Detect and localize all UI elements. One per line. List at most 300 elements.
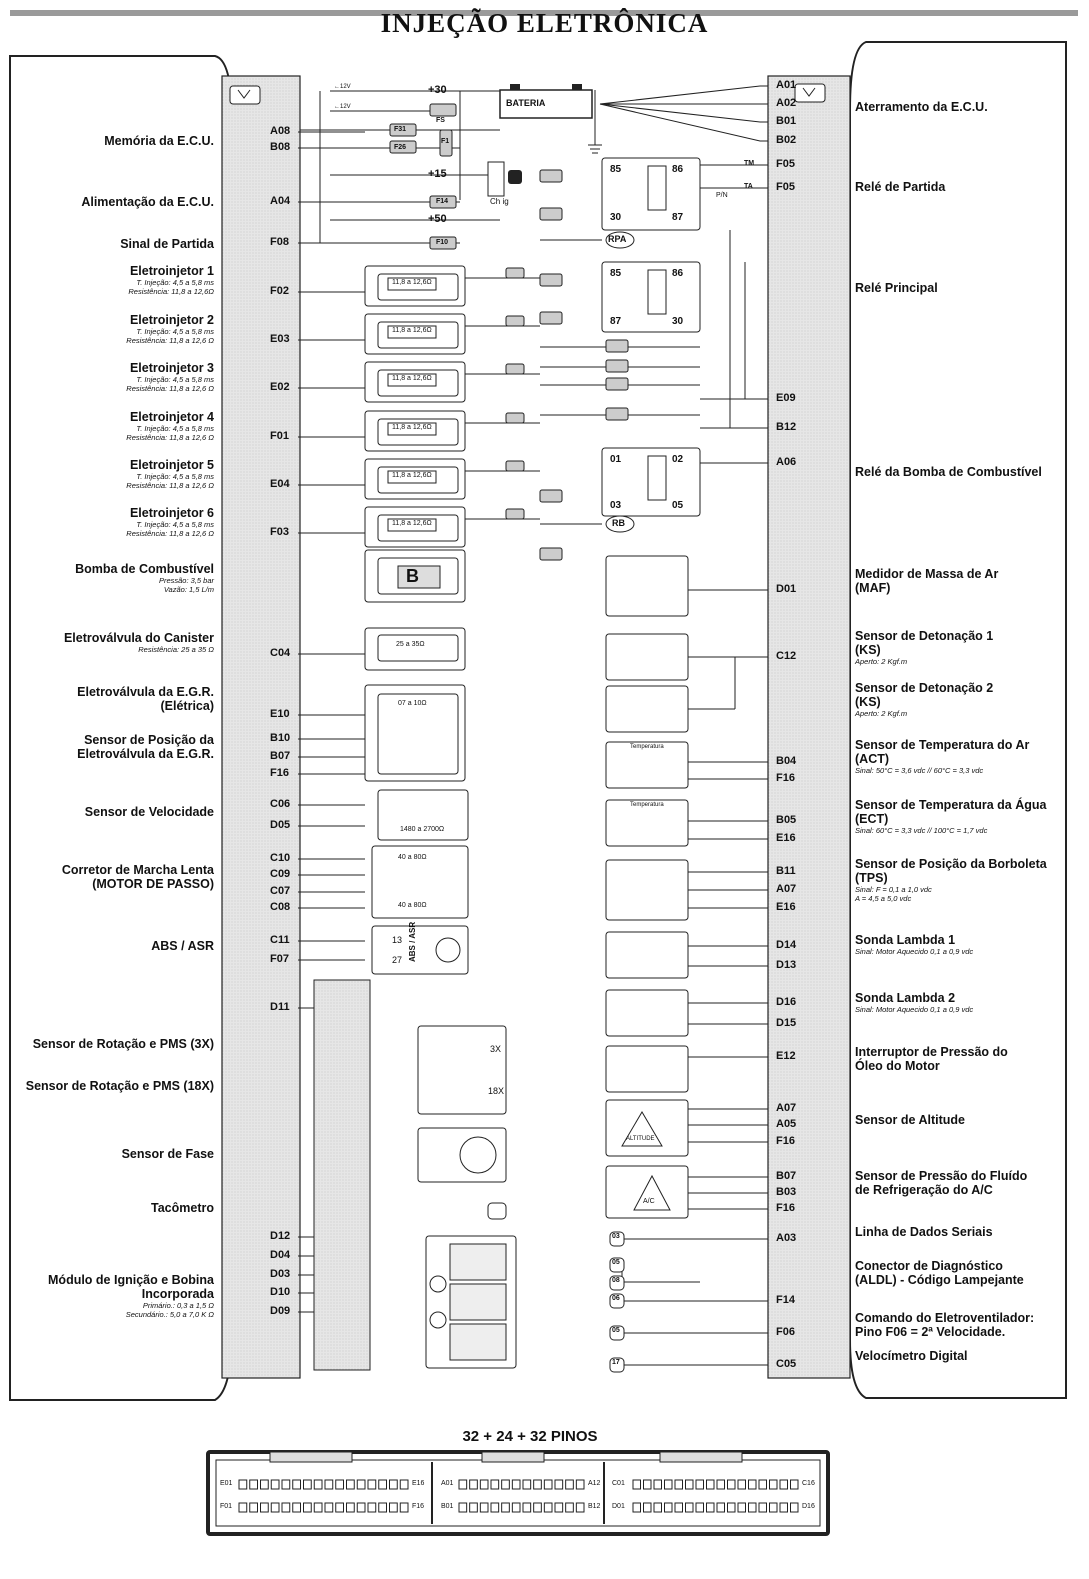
fuse-f10: F10 (436, 239, 449, 246)
left-pin-c06: C06 (270, 798, 291, 810)
connector-pin (282, 1503, 290, 1512)
relay-2-30: 30 (672, 316, 684, 327)
connector-pin (759, 1480, 767, 1489)
injector-value-3: 11,8 a 12,6Ω (392, 375, 432, 382)
connector-pin (368, 1480, 376, 1489)
connector-pin (770, 1503, 778, 1512)
connector-end-label: C16 (802, 1480, 815, 1487)
left-pin-e04: E04 (270, 478, 290, 490)
right-pin-b01: B01 (776, 115, 797, 127)
right-label-name2: (MAF) (855, 581, 891, 595)
pump-letter: B (406, 566, 419, 586)
connector-pin (470, 1503, 478, 1512)
right-label-sub: Sinal: Motor Aquecido 0,1 a 0,9 vdc (855, 1005, 974, 1014)
right-pin-e16: E16 (776, 832, 796, 844)
right-pin-e16: E16 (776, 901, 796, 913)
left-label-sub: T. Injeção: 4,5 a 5,8 ms (136, 472, 214, 481)
right-pin-d01: D01 (776, 583, 797, 595)
left-label-3 (8, 264, 214, 296)
connector-pin (304, 1503, 312, 1512)
left-pin-c07: C07 (270, 885, 291, 897)
connector-pin (686, 1480, 694, 1489)
left-pin-f07: F07 (270, 953, 289, 965)
connector-pin (644, 1503, 652, 1512)
relay-2-85: 85 (610, 268, 622, 279)
ac-label: A/C (643, 1198, 655, 1205)
act-temp-label: Temperatura (630, 744, 664, 750)
connector-pin (459, 1503, 467, 1512)
connector-pin (390, 1503, 398, 1512)
right-label-3 (855, 465, 1075, 479)
right-label-name2: (KS) (855, 643, 881, 657)
right-label-sub: Aperto: 2 Kgf.m (855, 709, 908, 718)
connector-pin (261, 1480, 269, 1489)
connector-pin (379, 1480, 387, 1489)
tps-sensor (606, 860, 688, 920)
connector-pin (791, 1480, 799, 1489)
injector-4 (365, 411, 540, 451)
right-label-sub: Sinal: F = 0,1 a 1,0 vdc (855, 885, 932, 894)
relay-1-30: 30 (610, 212, 622, 223)
ecu-left-connector-strip (222, 76, 300, 1378)
tach-terminal (488, 1203, 506, 1219)
ect-temp-label: Temperatura (630, 802, 664, 808)
connector-pin (544, 1480, 552, 1489)
left-label-name: Módulo de Ignição e Bobina (48, 1273, 214, 1287)
left-pin-c09: C09 (270, 868, 291, 880)
connector-pin (665, 1480, 673, 1489)
right-pin-d14: D14 (776, 939, 797, 951)
rb-label: RB (612, 518, 625, 528)
left-pin-b08: B08 (270, 141, 291, 153)
right-label-name: Sensor de Altitude (855, 1113, 965, 1127)
right-pin-d15: D15 (776, 1017, 797, 1029)
connector-pin (304, 1480, 312, 1489)
left-label-name: Eletroinjetor 4 (129, 410, 214, 424)
left-pin-b10: B10 (270, 732, 291, 744)
right-label-0 (855, 100, 1075, 114)
right-pin-b05: B05 (776, 814, 797, 826)
right-label-name: Medidor de Massa de Ar (855, 567, 999, 581)
rpa-label: RPA (608, 234, 627, 244)
connector-pin (675, 1480, 683, 1489)
right-pin-b02: B02 (776, 134, 797, 146)
right-pin-f16: F16 (776, 1202, 795, 1214)
knock-sensor-2 (606, 686, 688, 732)
left-label-12 (8, 733, 214, 761)
right-label-5 (855, 629, 1075, 666)
left-label-sub2: Resistência: 11,8 a 12,6 Ω (126, 384, 214, 393)
right-label-name: Relé de Partida (855, 180, 946, 194)
left-label-name: Sinal de Partida (120, 237, 214, 251)
left-label-15 (8, 939, 214, 953)
connector-pin (512, 1503, 520, 1512)
connector-end-label: F01 (220, 1503, 233, 1510)
left-label-name: Eletroinjetor 2 (129, 313, 214, 327)
right-pin-b11: B11 (776, 865, 796, 877)
canister-value: 25 a 35Ω (396, 641, 425, 648)
right-label-17 (855, 1311, 1075, 1339)
left-label-sub: T. Injeção: 4,5 a 5,8 ms (136, 375, 214, 384)
connector-pin (314, 1503, 322, 1512)
left-label-sub4: Secundário.: 5,0 a 7,0 K Ω (125, 1310, 214, 1319)
connector-pin (566, 1503, 574, 1512)
connector-pin (707, 1480, 715, 1489)
supply-15: +15 (428, 168, 447, 180)
connector-pin (749, 1480, 757, 1489)
left-label-name: Sensor de Rotação e PMS (18X) (25, 1079, 214, 1093)
connector-pin (654, 1480, 662, 1489)
connector-pin (250, 1503, 258, 1512)
relay-2-87: 87 (610, 316, 622, 327)
diag-pin-3: 06 (612, 1295, 620, 1302)
right-label-16 (855, 1259, 1075, 1287)
connector-pin (654, 1503, 662, 1512)
left-label-name2: (Elétrica) (160, 699, 214, 713)
right-label-1 (855, 180, 1075, 194)
left-pin-d09: D09 (270, 1305, 291, 1317)
left-pin-f01: F01 (270, 430, 289, 442)
left-pin-a04: A04 (270, 195, 291, 207)
left-label-4 (8, 313, 214, 345)
relay-3-01: 01 (610, 454, 622, 465)
v12-1: ←12V (334, 84, 351, 90)
connector-pin (512, 1480, 520, 1489)
connector-pin (728, 1503, 736, 1512)
x3-label: 3X (490, 1044, 502, 1054)
right-label-9 (855, 857, 1075, 903)
ecu-icon-right (795, 84, 825, 102)
left-pin-b07: B07 (270, 750, 291, 762)
connector-pin (738, 1480, 746, 1489)
left-label-11 (8, 685, 214, 713)
left-label-sub2: Resistência: 11,8 a 12,6 Ω (126, 336, 214, 345)
relay-2-86: 86 (672, 268, 684, 279)
right-label-2 (855, 281, 1075, 295)
connector-pin (576, 1503, 584, 1512)
connector-pin (271, 1480, 279, 1489)
right-label-sub2: A = 4,5 a 5,0 vdc (855, 894, 912, 903)
connector-pin (576, 1480, 584, 1489)
connector-pin (347, 1503, 355, 1512)
right-label-8 (855, 798, 1075, 835)
connector-end-label: F16 (412, 1503, 425, 1510)
left-label-sub: Pressão: 3,5 bar (158, 576, 214, 585)
abs-label: ABS / ASR (408, 921, 417, 962)
left-pin-d12: D12 (270, 1230, 291, 1242)
connector-pin (555, 1480, 563, 1489)
diag-pin-1: 05 (612, 1259, 620, 1266)
relay-1-87: 87 (672, 212, 684, 223)
left-label-sub2: Resistência: 11,8 a 12,6Ω (128, 287, 214, 296)
right-label-name: Relé da Bomba de Combustível (855, 465, 1042, 479)
right-label-12 (855, 1045, 1075, 1073)
right-label-sub: Sinal: 60°C = 3,3 vdc // 100°C = 1,7 vdc (855, 826, 988, 835)
diag-pins (610, 1232, 624, 1372)
left-pin-d05: D05 (270, 819, 291, 831)
ignition-switch (488, 162, 522, 196)
left-pin-f03: F03 (270, 526, 289, 538)
injector-value-2: 11,8 a 12,6Ω (392, 327, 432, 334)
connector-pin (239, 1480, 247, 1489)
connector-pin (759, 1503, 767, 1512)
connector-pin (357, 1480, 365, 1489)
connector-pin (728, 1480, 736, 1489)
canister-valve (365, 628, 465, 670)
connector-pin (336, 1480, 344, 1489)
left-pin-e02: E02 (270, 381, 290, 393)
left-label-name: Eletroválvula do Canister (63, 631, 214, 645)
left-label-8 (8, 506, 214, 538)
right-label-name: Conector de Diagnóstico (855, 1259, 1003, 1273)
right-pin-d13: D13 (776, 959, 797, 971)
diag-pin-4: 05 (612, 1327, 620, 1334)
injector-value-6: 11,8 a 12,6Ω (392, 520, 432, 527)
right-label-name: Sensor de Detonação 2 (855, 681, 994, 695)
injector-6 (365, 507, 540, 547)
connector-pin (400, 1480, 408, 1489)
injector-value-4: 11,8 a 12,6Ω (392, 424, 432, 431)
right-pin-f05: F05 (776, 158, 795, 170)
connector-pin (390, 1480, 398, 1489)
left-label-16 (8, 1037, 214, 1051)
right-label-name2: (TPS) (855, 871, 888, 885)
connector-pin (633, 1480, 641, 1489)
connector-end-label: C01 (612, 1480, 625, 1487)
left-label-19 (8, 1201, 214, 1215)
relay-1-86: 86 (672, 164, 684, 175)
injector-value-5: 11,8 a 12,6Ω (392, 472, 432, 479)
left-label-14 (8, 863, 214, 891)
connector-pin (665, 1503, 673, 1512)
left-label-sub: T. Injeção: 4,5 a 5,8 ms (136, 278, 214, 287)
left-label-name: Eletroinjetor 6 (129, 506, 214, 520)
connector-pin (314, 1480, 322, 1489)
left-label-0 (8, 134, 214, 148)
left-pin-d10: D10 (270, 1286, 291, 1298)
connector-pin (325, 1503, 333, 1512)
connector-pin (717, 1503, 725, 1512)
left-label-name: Eletroinjetor 5 (129, 458, 214, 472)
connector-end-label: E01 (220, 1480, 233, 1487)
right-pin-a06: A06 (776, 456, 797, 468)
connector-end-label: D01 (612, 1503, 625, 1510)
connector-pin (555, 1503, 563, 1512)
connector-pin (480, 1503, 488, 1512)
connector-end-label: D16 (802, 1503, 815, 1510)
left-label-sub: T. Injeção: 4,5 a 5,8 ms (136, 424, 214, 433)
left-label-5 (8, 361, 214, 393)
connector-pin (400, 1503, 408, 1512)
lambda-1 (606, 932, 688, 978)
supply-30: +30 (428, 84, 447, 96)
left-label-6 (8, 410, 214, 442)
connector-pin (534, 1480, 542, 1489)
right-label-name2: (KS) (855, 695, 881, 709)
left-pin-e10: E10 (270, 708, 290, 720)
connector-pin (271, 1503, 279, 1512)
ecu-connector (208, 1452, 828, 1534)
left-label-sub: T. Injeção: 4,5 a 5,8 ms (136, 520, 214, 529)
fuse-f31: F31 (394, 126, 407, 133)
right-label-name: Sensor de Pressão do Fluído (855, 1169, 1028, 1183)
relay-3-05: 05 (672, 500, 684, 511)
connector-pin (239, 1503, 247, 1512)
x18-label: 18X (488, 1086, 505, 1096)
relay-1-85: 85 (610, 164, 622, 175)
maf-sensor (606, 556, 688, 616)
right-pin-a02: A02 (776, 97, 797, 109)
ecu-left-panel (10, 56, 232, 1400)
left-label-13 (8, 805, 214, 819)
right-label-name2: Óleo do Motor (855, 1059, 940, 1073)
ecu-right-connector-strip (768, 76, 850, 1378)
right-pin-e09: E09 (776, 392, 796, 404)
right-pin-f14: F14 (776, 1294, 795, 1306)
right-pin-b12: B12 (776, 421, 797, 433)
left-pin-c04: C04 (270, 647, 291, 659)
left-pin-c08: C08 (270, 901, 291, 913)
connector-pin (717, 1480, 725, 1489)
connector-pin (293, 1503, 301, 1512)
left-pin-e03: E03 (270, 333, 290, 345)
left-label-name: Eletroválvula da E.G.R. (77, 685, 214, 699)
right-pin-d16: D16 (776, 996, 797, 1008)
right-label-name2: (ALDL) - Código Lampejante (855, 1273, 1024, 1287)
battery-label: BATERIA (506, 98, 546, 108)
connector-pin (347, 1480, 355, 1489)
phase-sensor (418, 1128, 506, 1182)
left-pin-c11: C11 (270, 934, 290, 946)
connector-pin (749, 1503, 757, 1512)
left-pin-f16: F16 (270, 767, 289, 779)
pn-label: P/N (716, 192, 728, 199)
right-pin-f05: F05 (776, 181, 795, 193)
connector-end-label: E16 (412, 1480, 425, 1487)
left-label-17 (8, 1079, 214, 1093)
left-label-name: Eletroinjetor 1 (129, 264, 214, 278)
connector-pin (707, 1503, 715, 1512)
left-label-sub2: Resistência: 11,8 a 12,6 Ω (126, 529, 214, 538)
connector-pin (633, 1503, 641, 1512)
right-label-name: Velocímetro Digital (855, 1349, 968, 1363)
v12-2: ←12V (334, 104, 351, 110)
injector-value-1: 11,8 a 12,6Ω (392, 279, 432, 286)
left-label-sub3: Primário.: 0,3 a 1,5 Ω (142, 1301, 214, 1310)
right-label-name: Sensor de Temperatura do Ar (855, 738, 1030, 752)
left-label-20 (8, 1273, 214, 1319)
left-label-name2: Incorporada (141, 1287, 214, 1301)
tm-label: TM (744, 160, 755, 167)
right-label-18 (855, 1349, 1075, 1363)
connector-pin (325, 1480, 333, 1489)
connector-pin (282, 1480, 290, 1489)
right-label-name: Sensor de Detonação 1 (855, 629, 994, 643)
right-pin-c05: C05 (776, 1358, 797, 1370)
connector-pin (502, 1480, 510, 1489)
diag-pin-2: 08 (612, 1277, 620, 1284)
speed-value: 1480 a 2700Ω (400, 826, 445, 833)
right-label-name: Aterramento da E.C.U. (855, 100, 988, 114)
fuse-f26: F26 (394, 144, 407, 151)
right-label-name: Linha de Dados Seriais (855, 1225, 993, 1239)
left-label-name: Eletroinjetor 3 (129, 361, 214, 375)
connector-pin (293, 1480, 301, 1489)
left-label-name: Sensor de Velocidade (84, 805, 214, 819)
left-label-sub: Resistência: 25 a 35 Ω (138, 645, 214, 654)
step-value-2: 40 a 80Ω (398, 902, 427, 909)
connector-pin (480, 1480, 488, 1489)
connector-pin (644, 1480, 652, 1489)
connector-pin (502, 1503, 510, 1512)
connector-pin (491, 1480, 499, 1489)
left-pin-a08: A08 (270, 125, 291, 137)
left-label-sub: T. Injeção: 4,5 a 5,8 ms (136, 327, 214, 336)
right-pin-c12: C12 (776, 650, 797, 662)
ac-pressure-sensor (606, 1166, 688, 1218)
diag-pin-0: 03 (612, 1233, 620, 1240)
left-label-name: Alimentação da E.C.U. (81, 195, 214, 209)
connector-end-label: A01 (441, 1480, 454, 1487)
lambda-2 (606, 990, 688, 1036)
connector-pin (459, 1480, 467, 1489)
left-pin-c10: C10 (270, 852, 291, 864)
connector-pin (780, 1480, 788, 1489)
ignition-coil-module (426, 1236, 516, 1368)
right-label-sub: Aperto: 2 Kgf.m (855, 657, 908, 666)
right-label-4 (855, 567, 1075, 595)
oil-pressure-switch (606, 1046, 688, 1092)
right-label-name: Sonda Lambda 2 (855, 991, 956, 1005)
left-label-7 (8, 458, 214, 490)
ignition-harness (314, 980, 370, 1370)
injector-1 (365, 266, 540, 306)
connector-pin (696, 1503, 704, 1512)
right-pin-b04: B04 (776, 755, 797, 767)
right-label-11 (855, 991, 1075, 1014)
right-label-name2: Pino F06 = 2ª Velocidade. (855, 1325, 1006, 1339)
right-label-10 (855, 933, 1075, 956)
left-label-18 (8, 1147, 214, 1161)
connector-pin (491, 1503, 499, 1512)
injector-5 (365, 459, 540, 499)
altitude-sensor (606, 1100, 688, 1156)
left-label-sub2: Resistência: 11,8 a 12,6 Ω (126, 433, 214, 442)
right-label-sub: Sinal: Motor Aquecido 0,1 a 0,9 vdc (855, 947, 974, 956)
connector-pin (336, 1503, 344, 1512)
connector-pin (566, 1480, 574, 1489)
fuse-fs: FS (436, 117, 445, 124)
right-pin-b03: B03 (776, 1186, 797, 1198)
right-pin-a03: A03 (776, 1232, 797, 1244)
ignition-ch: Ch ig (490, 197, 509, 206)
right-label-name: Sensor de Posição da Borboleta (855, 857, 1047, 871)
altitude-label: ALTITUDE (626, 1136, 655, 1142)
right-pin-a07: A07 (776, 883, 797, 895)
right-pin-f16: F16 (776, 772, 795, 784)
left-label-10 (8, 631, 214, 654)
crank-sensor (418, 1026, 506, 1114)
page-title: INJEÇÃO ELETRÔNICA (380, 8, 709, 38)
right-label-name: Sensor de Temperatura da Água (855, 798, 1047, 812)
abs-27: 27 (392, 955, 403, 965)
connector-pin (379, 1503, 387, 1512)
egr-value: 07 a 10Ω (398, 700, 427, 707)
abs-13: 13 (392, 935, 403, 945)
left-label-name: Corretor de Marcha Lenta (61, 863, 214, 877)
left-label-1 (8, 195, 214, 209)
right-label-7 (855, 738, 1075, 775)
